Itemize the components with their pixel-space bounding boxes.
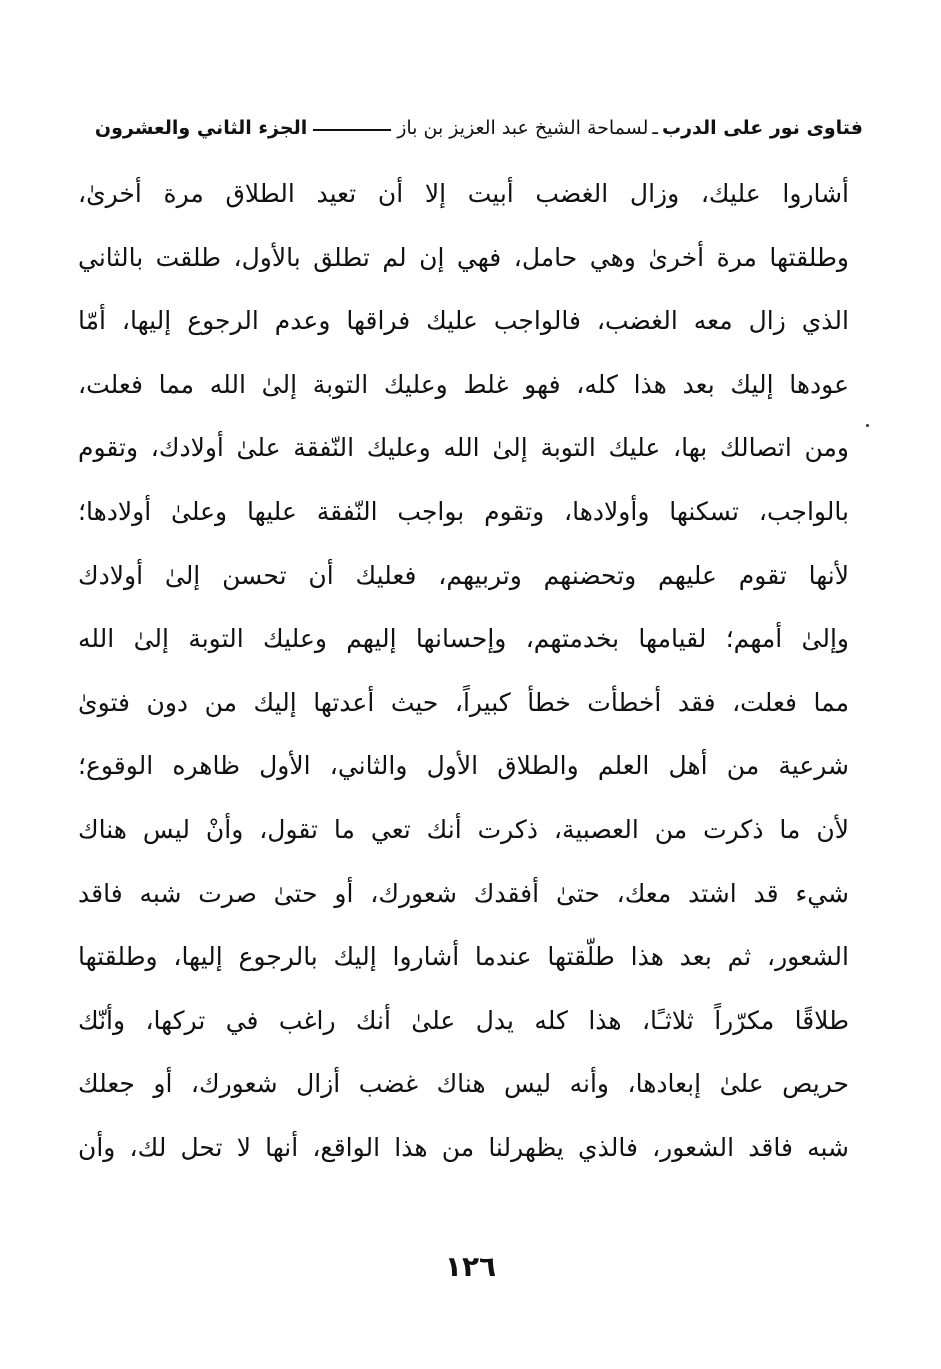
text-line: لأنها تقوم عليهم وتحضنهم وتربيهم، فعليك أن تحسن إلىٰ أولادك xyxy=(78,560,849,590)
text-line: حريص علىٰ إبعادها، وأنه ليس هناك غضب أزال شعورك، أو جعلك xyxy=(78,1069,849,1099)
text-line: الذي زال معه الغضب، فالواجب عليك فراقها وعدم الرجوع إليها، أمّا xyxy=(78,306,849,336)
text-line: وطلقتها مرة أخرىٰ وهي حامل، فهي إن لم تطلق بالأول، طلقت بالثاني xyxy=(78,242,849,272)
header-rule xyxy=(313,129,391,131)
author-line: لسماحة الشيخ عبد العزيز بن باز xyxy=(397,117,649,139)
volume-title: الجزء الثاني والعشرون xyxy=(94,117,308,139)
text-line: لأن ما ذكرت من العصبية، ذكرت أنك تعي ما تقول، وأنْ ليس هناك xyxy=(78,814,849,844)
text-line: مما فعلت، فقد أخطأت خطأ كبيراً، حيث أعدتها إليك من دون فتوىٰ xyxy=(78,687,849,717)
text-line: بالواجب، تسكنها وأولادها، وتقوم بواجب النّفقة عليها وعلىٰ أولادها؛ xyxy=(78,496,849,526)
text-line: شبه فاقد الشعور، فالذي يظهرلنا من هذا الواقع، أنها لا تحل لك، وأن xyxy=(78,1132,849,1162)
text-line: الشعور، ثم بعد هذا طلّقتها عندما أشاروا إليك بالرجوع إليها، وطلقتها xyxy=(78,942,849,972)
body-text xyxy=(78,162,849,1180)
text-line: ومن اتصالك بها، عليك التوبة إلىٰ الله وعليك النّفقة علىٰ أولادك، وتقوم xyxy=(78,433,849,463)
text-line: أشاروا عليك، وزال الغضب أبيت إلا أن تعيد الطلاق مرة أخرىٰ، xyxy=(78,179,849,208)
page-number: ١٢٦ xyxy=(444,1250,497,1283)
margin-dot xyxy=(866,424,869,427)
text-line: وإلىٰ أمهم؛ لقيامها بخدمتهم، وإحسانها إليهم وعليك التوبة إلىٰ الله xyxy=(78,624,849,654)
text-line: طلاقًا مكرّراً ثلاثـًا، هذا كله يدل علىٰ أنك راغب في تركها، وأنّك xyxy=(78,1005,849,1035)
text-line: شيء قد اشتد معك، حتىٰ أفقدك شعورك، أو حتىٰ صرت شبه فاقد xyxy=(78,878,849,908)
header-separator: ـ xyxy=(652,117,658,139)
text-line: عودها إليك بعد هذا كله، فهو غلط وعليك التوبة إلىٰ الله مما فعلت، xyxy=(78,369,849,399)
text-line: شرعية من أهل العلم والطلاق الأول والثاني، الأول ظاهره الوقوع؛ xyxy=(78,751,849,781)
running-header xyxy=(78,110,863,146)
book-title: فتاوى نور على الدرب xyxy=(662,117,863,139)
